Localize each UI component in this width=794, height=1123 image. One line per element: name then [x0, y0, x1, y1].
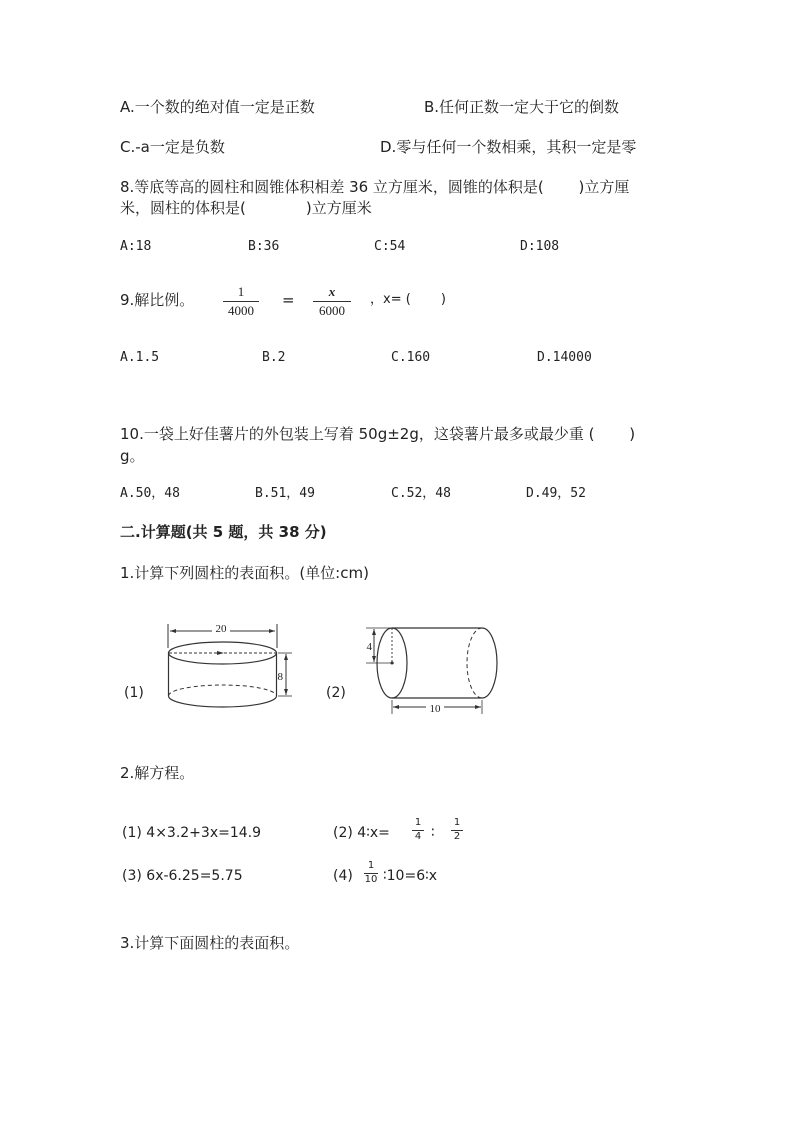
cylinder-figure-1: [150, 618, 300, 718]
q10-option-a: A.50，48: [120, 486, 180, 501]
fig2-radius-label: 4: [366, 641, 372, 653]
calc1-title: 1.计算下列圆柱的表面积。(单位:cm): [120, 564, 369, 582]
q9-equals: =: [282, 291, 295, 309]
p2-fraction-2-denominator: 2: [453, 830, 461, 842]
calc2-problem-3: (3) 6x-6.25=5.75: [122, 868, 243, 884]
q9-option-b: B.2: [262, 350, 286, 365]
calc2-problem-2-label: (2) 4∶x=: [333, 825, 390, 841]
fig1-height-label: 8: [277, 671, 283, 683]
p2-fraction-1: [412, 818, 424, 842]
calc3-title: 3.计算下面圆柱的表面积。: [120, 934, 300, 952]
q10-option-d: D.49，52: [526, 486, 586, 501]
q9-stem: 9.解比例。: [120, 291, 195, 309]
q8-option-b: B:36: [248, 239, 280, 254]
q9-option-d: D.14000: [537, 350, 592, 365]
q9-left-numerator: 1: [237, 284, 245, 299]
calc2-title: 2.解方程。: [120, 764, 195, 782]
q8-option-c: C:54: [374, 239, 406, 254]
q9-option-a: A.1.5: [120, 350, 160, 365]
p2-ratio-colon: ∶: [431, 825, 435, 841]
calc1-figure1-label: (1): [124, 685, 144, 701]
q9-left-denominator: 4000: [228, 303, 254, 319]
q10-stem-line2: g。: [120, 447, 145, 465]
q10-option-b: B.51，49: [255, 486, 315, 501]
q9-right-fraction: [313, 285, 351, 319]
calc2-problem-4-label: (4): [333, 868, 353, 884]
p4-fraction-numerator: 1: [367, 860, 375, 871]
fig2-length-label: 10: [429, 703, 441, 715]
q7-option-b: B.任何正数一定大于它的倒数: [424, 98, 620, 116]
q10-stem-line1: 10.一袋上好佳薯片的外包装上写着 50g±2g，这袋薯片最多或最少重 ( ): [120, 425, 636, 443]
calc2-problem-1: (1) 4×3.2+3x=14.9: [122, 825, 262, 841]
p4-fraction: [364, 861, 378, 885]
cylinder-figure-2: [362, 618, 512, 718]
p4-fraction-denominator: 10: [364, 873, 378, 885]
q8-stem-line1: 8.等底等高的圆柱和圆锥体积相差 36 立方厘米，圆锥的体积是( )立方厘: [120, 178, 630, 196]
p2-fraction-1-denominator: 4: [414, 830, 422, 842]
q7-option-c: C.-a一定是负数: [120, 138, 225, 156]
fig1-diameter-label: 20: [215, 623, 227, 635]
q9-answer-blank: ，x= ( ): [370, 292, 446, 307]
q7-option-a: A.一个数的绝对值一定是正数: [120, 98, 315, 116]
q8-stem-line2: 米，圆柱的体积是( )立方厘米: [120, 199, 372, 217]
q9-left-fraction: [223, 285, 259, 319]
q7-option-d: D.零与任何一个数相乘，其积一定是零: [380, 138, 637, 156]
p2-fraction-1-numerator: 1: [414, 817, 422, 828]
q9-option-c: C.160: [391, 350, 431, 365]
section-title: 二.计算题(共 5 题，共 38 分): [120, 523, 327, 541]
p2-fraction-2-numerator: 1: [453, 817, 461, 828]
p2-fraction-2: [451, 818, 463, 842]
q9-right-denominator: 6000: [319, 303, 345, 319]
calc1-figure2-label: (2): [326, 685, 346, 701]
calc2-problem-4-rest: ∶10=6∶x: [383, 868, 438, 884]
q8-option-d: D:108: [520, 239, 560, 254]
q8-option-a: A:18: [120, 239, 152, 254]
q9-right-numerator: x: [328, 284, 336, 299]
q10-option-c: C.52，48: [391, 486, 451, 501]
